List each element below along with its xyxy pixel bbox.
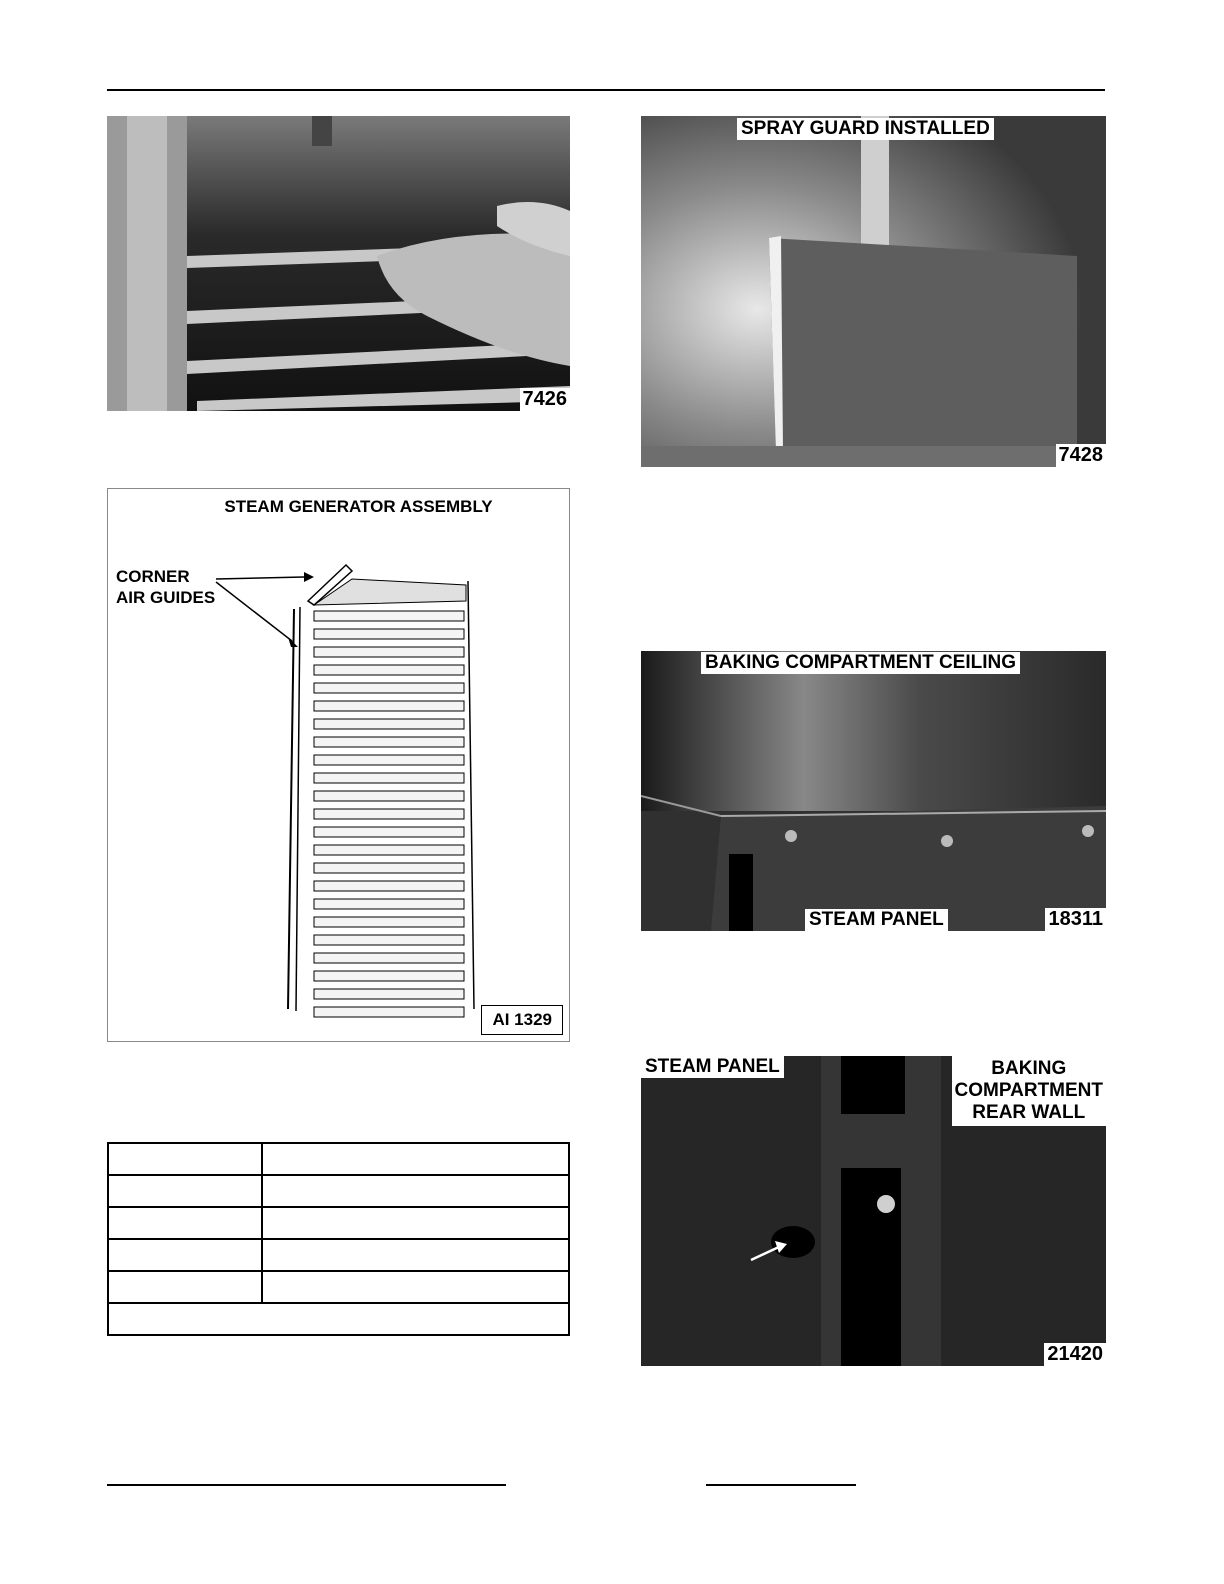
photo-18311-steam-panel-label: STEAM PANEL [805,909,948,931]
photo-18311-top-label: BAKING COMPARTMENT CEILING [701,652,1020,674]
diagram-drawing [108,489,571,1043]
header-rule [107,89,1105,91]
table-row [108,1175,569,1207]
blank-table [107,1142,570,1336]
table-cell [262,1143,569,1175]
photo-21420-rear-wall-label [952,1056,1106,1126]
table-cell [108,1207,262,1239]
steam-generator-diagram [107,488,570,1042]
footer-rule-left [107,1484,506,1486]
photo-7426-art [107,116,570,411]
table-cell [262,1175,569,1207]
photo-18311-number: 18311 [1045,908,1106,931]
table-row [108,1143,569,1175]
table-cell [262,1239,569,1271]
table-row [108,1239,569,1271]
photo-7428-art [641,116,1106,467]
photo-7426-number: 7426 [520,388,571,411]
table-cell [262,1271,569,1303]
table-cell [262,1207,569,1239]
photo-21420 [641,1056,1106,1366]
table-cell [108,1271,262,1303]
photo-7428-number: 7428 [1056,444,1107,467]
photo-21420-number: 21420 [1044,1343,1106,1366]
callout-line-1: CORNER [116,567,190,586]
table-row [108,1271,569,1303]
callout-line-2: AIR GUIDES [116,588,216,607]
table-footer-cell [108,1303,569,1335]
table-footer-row [108,1303,569,1335]
rear-wall-line-2: COMPARTMENT [954,1080,1103,1101]
photo-7428 [641,116,1106,467]
rear-wall-line-1: BAKING [991,1058,1067,1079]
table-cell [108,1143,262,1175]
diagram-title: STEAM GENERATOR ASSEMBLY [224,497,493,516]
photo-7428-label: SPRAY GUARD INSTALLED [737,118,994,140]
photo-7426 [107,116,570,411]
table-row [108,1207,569,1239]
table-cell [108,1175,262,1207]
photo-18311-art [641,651,1106,931]
photo-18311 [641,651,1106,931]
table-cell [108,1239,262,1271]
rear-wall-line-3: REAR WALL [972,1102,1086,1123]
diagram-figure-id: AI 1329 [481,1005,563,1035]
photo-21420-steam-panel-label: STEAM PANEL [641,1056,784,1078]
footer-rule-right [706,1484,856,1486]
